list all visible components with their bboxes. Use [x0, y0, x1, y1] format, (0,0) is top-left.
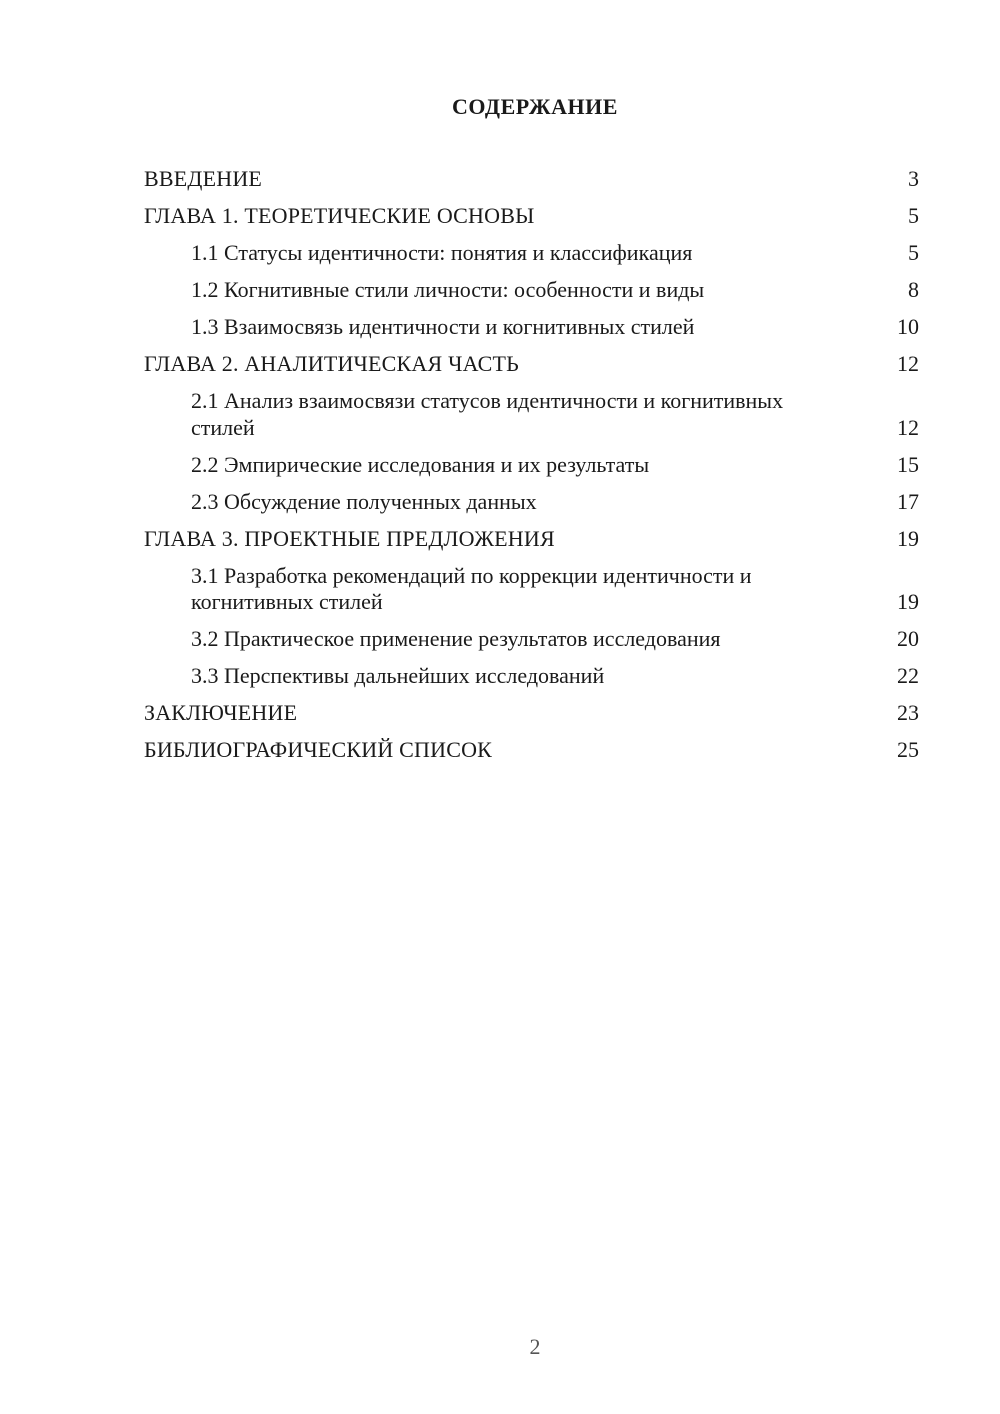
toc-entry-page: 10 — [897, 314, 919, 339]
toc-entry-page: 19 — [897, 525, 919, 551]
toc-entry-page: 3 — [908, 166, 919, 191]
toc-entry-label: 2.2 Эмпирические исследования и их результаты — [191, 451, 650, 477]
toc-entry-label: 3.2 Практическое применение результатов исследования — [191, 626, 721, 651]
page-title: СОДЕРЖАНИЕ — [452, 94, 618, 119]
toc-entry-page: 8 — [908, 277, 919, 302]
toc-entry-label: 1.1 Статусы идентичности: понятия и классификация — [191, 240, 693, 265]
page-number: 2 — [529, 1334, 541, 1359]
toc-entry-page: 5 — [908, 240, 919, 265]
toc-entry-label: ЗАКЛЮЧЕНИЕ — [144, 700, 298, 725]
toc-entry-label: 2.1 Анализ взаимосвязи статусов идентичности и когнитивных стилей — [191, 388, 784, 440]
toc-entry-page: 22 — [897, 663, 919, 688]
toc-entry-label: 3.3 Перспективы дальнейших исследований — [191, 663, 605, 688]
toc-entry-page: 23 — [897, 700, 919, 725]
toc-entry-section-3-1[interactable] — [144, 563, 919, 616]
toc-entry-chapter-3[interactable] — [144, 526, 919, 553]
toc-entry-label: ВВЕДЕНИЕ — [144, 166, 263, 191]
toc-entry-section-3-2[interactable] — [144, 626, 919, 653]
toc-entry-page: 12 — [897, 351, 919, 376]
toc-entry-introduction[interactable] — [144, 166, 919, 193]
toc-entry-label: ГЛАВА 3. ПРОЕКТНЫЕ ПРЕДЛОЖЕНИЯ — [144, 525, 555, 551]
toc-entry-label: 1.2 Когнитивные стили личности: особенности и виды — [191, 277, 705, 302]
toc-entry-page: 5 — [908, 203, 919, 228]
toc-entry-chapter-2[interactable] — [144, 351, 919, 378]
toc-entry-section-1-2[interactable] — [144, 277, 919, 304]
toc-entry-bibliography[interactable] — [144, 737, 919, 764]
toc-entry-page: 25 — [897, 737, 919, 762]
toc-entry-label: ГЛАВА 2. АНАЛИТИЧЕСКАЯ ЧАСТЬ — [144, 351, 519, 376]
toc-entry-page: 15 — [897, 451, 919, 477]
toc-entry-page: 20 — [897, 626, 919, 651]
toc-entry-label: БИБЛИОГРАФИЧЕСКИЙ СПИСОК — [144, 737, 493, 762]
toc-entry-section-3-3[interactable] — [144, 663, 919, 690]
toc-entry-page: 17 — [897, 488, 919, 514]
toc-entry-page: 19 — [897, 589, 919, 614]
table-of-contents — [144, 166, 919, 774]
toc-entry-label: 3.1 Разработка рекомендаций по коррекции идентичности и когнитивных стилей — [191, 562, 752, 614]
toc-entry-label: ГЛАВА 1. ТЕОРЕТИЧЕСКИЕ ОСНОВЫ — [144, 203, 535, 228]
toc-entry-section-2-1[interactable] — [144, 388, 919, 441]
toc-entry-label: 1.3 Взаимосвязь идентичности и когнитивных стилей — [191, 314, 695, 339]
toc-entry-label: 2.3 Обсуждение полученных данных — [191, 488, 537, 514]
toc-entry-page: 12 — [897, 414, 919, 440]
toc-entry-conclusion[interactable] — [144, 700, 919, 727]
toc-entry-section-2-2[interactable] — [144, 452, 919, 479]
toc-entry-section-1-3[interactable] — [144, 314, 919, 341]
toc-entry-section-2-3[interactable] — [144, 489, 919, 516]
toc-entry-chapter-1[interactable] — [144, 203, 919, 230]
toc-entry-section-1-1[interactable] — [144, 240, 919, 267]
